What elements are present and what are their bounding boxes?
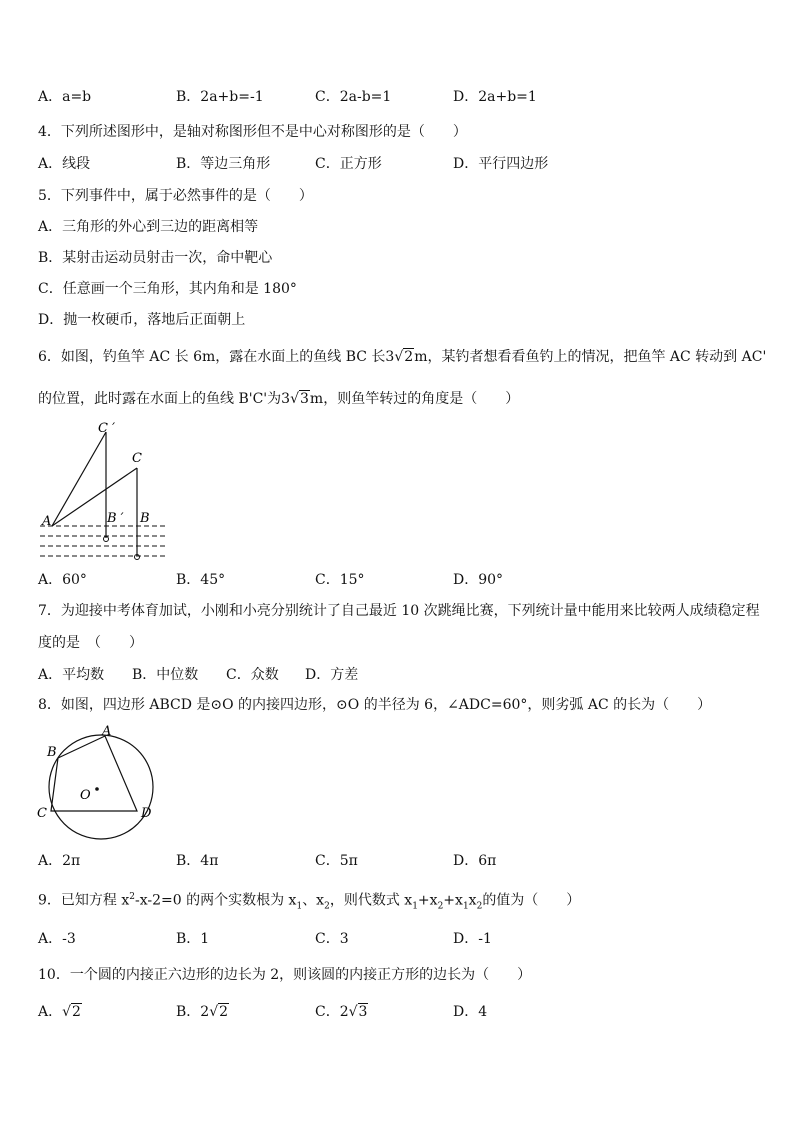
q3-option-c: C．2a-b=1 — [315, 89, 392, 105]
q4-option-a: A．线段 — [38, 156, 91, 172]
q4-option-b: B．等边三角形 — [176, 156, 271, 172]
q4-option-c: C．正方形 — [315, 156, 382, 172]
label-d: D — [141, 806, 152, 821]
q10-option-d: D．4 — [453, 1004, 488, 1020]
q3-option-d: D．2a+b=1 — [453, 89, 537, 105]
q6-bc-prime-length: 3√3 — [281, 391, 309, 407]
q4-stem: 4．下列所述图形中，是轴对称图形但不是中心对称图形的是（ ） — [38, 124, 467, 140]
q7-option-a: A．平均数 — [38, 667, 105, 683]
label-a: A — [42, 514, 52, 529]
q10-stem: 10．一个圆的内接正六边形的边长为 2，则该圆的内接正方形的边长为（ ） — [38, 967, 532, 983]
q6-fishing-rod-figure — [36, 418, 176, 568]
q6-option-d: D．90° — [453, 572, 504, 588]
q5-option-a: A．三角形的外心到三边的距离相等 — [38, 219, 259, 235]
q6-stem-line2: 的位置，此时露在水面上的鱼线 B'C'为3√3m，则鱼竿转过的角度是（ ） — [38, 391, 520, 407]
q9-option-d: D．-1 — [453, 931, 492, 947]
label-c: C — [132, 451, 142, 466]
q8-option-d: D．6π — [453, 853, 497, 869]
q7-option-d: D．方差 — [305, 667, 359, 683]
label-a: A — [102, 724, 112, 739]
q9-option-b: B．1 — [176, 931, 210, 947]
q6-bc-length: 3√2 — [385, 349, 414, 365]
q6-option-b: B．45° — [176, 572, 226, 588]
q7-stem-line2: 度的是 （ ） — [38, 635, 143, 651]
q5-stem: 5．下列事件中，属于必然事件的是（ ） — [38, 188, 313, 204]
q3-option-a: A．a=b — [38, 89, 92, 105]
q7-option-b: B．中位数 — [132, 667, 199, 683]
q3-option-b: B．2a+b=-1 — [176, 89, 264, 105]
q8-option-a: A．2π — [38, 853, 81, 869]
label-b-prime: B ′ — [107, 511, 124, 526]
q9-stem: 9．已知方程 $x^2-x-2=0$ 的两个实数根为 $x_1$、$x_2$，则代数式 $x_1+x_2+x_1x_2$的值为（ ） — [38, 892, 581, 912]
q8-option-c: C．5π — [315, 853, 358, 869]
q9-option-c: C．3 — [315, 931, 349, 947]
label-b: B — [140, 511, 150, 526]
q10-option-c: C．2√3 — [315, 1004, 368, 1020]
q9-option-a: A．-3 — [38, 931, 76, 947]
q10-option-a: A．√2 — [38, 1004, 81, 1020]
q8-option-b: B．4π — [176, 853, 219, 869]
q7-stem-line1: 7．为迎接中考体育加试，小刚和小亮分别统计了自己最近 10 次跳绳比赛，下列统计量中能用来比较两人成绩稳定程 — [38, 603, 760, 619]
q5-option-d: D．抛一枚硬币，落地后正面朝上 — [38, 312, 246, 328]
q8-stem: 8．如图，四边形 ABCD 是⊙O 的内接四边形，⊙O 的半径为 6，∠ADC=60°，则劣弧 AC 的长为（ ） — [38, 697, 712, 713]
q5-option-b: B．某射击运动员射击一次，命中靶心 — [38, 250, 273, 266]
label-c: C — [37, 806, 47, 821]
q6-option-a: A．60° — [38, 572, 87, 588]
q10-option-b: B．2√2 — [176, 1004, 229, 1020]
q4-option-d: D．平行四边形 — [453, 156, 549, 172]
q8-circle-figure — [34, 724, 164, 844]
q5-option-c: C．任意画一个三角形，其内角和是 180° — [38, 281, 297, 297]
q6-option-c: C．15° — [315, 572, 365, 588]
q7-option-c: C．众数 — [226, 667, 279, 683]
q6-stem-line1: 6．如图，钓鱼竿 AC 长 6m，露在水面上的鱼线 BC 长3√2m，某钓者想看看鱼钓上的情况，把鱼竿 AC 转动到 AC' — [38, 349, 767, 365]
label-b: B — [47, 745, 57, 760]
label-c-prime: C ′ — [98, 421, 116, 436]
label-o: O — [80, 788, 91, 803]
